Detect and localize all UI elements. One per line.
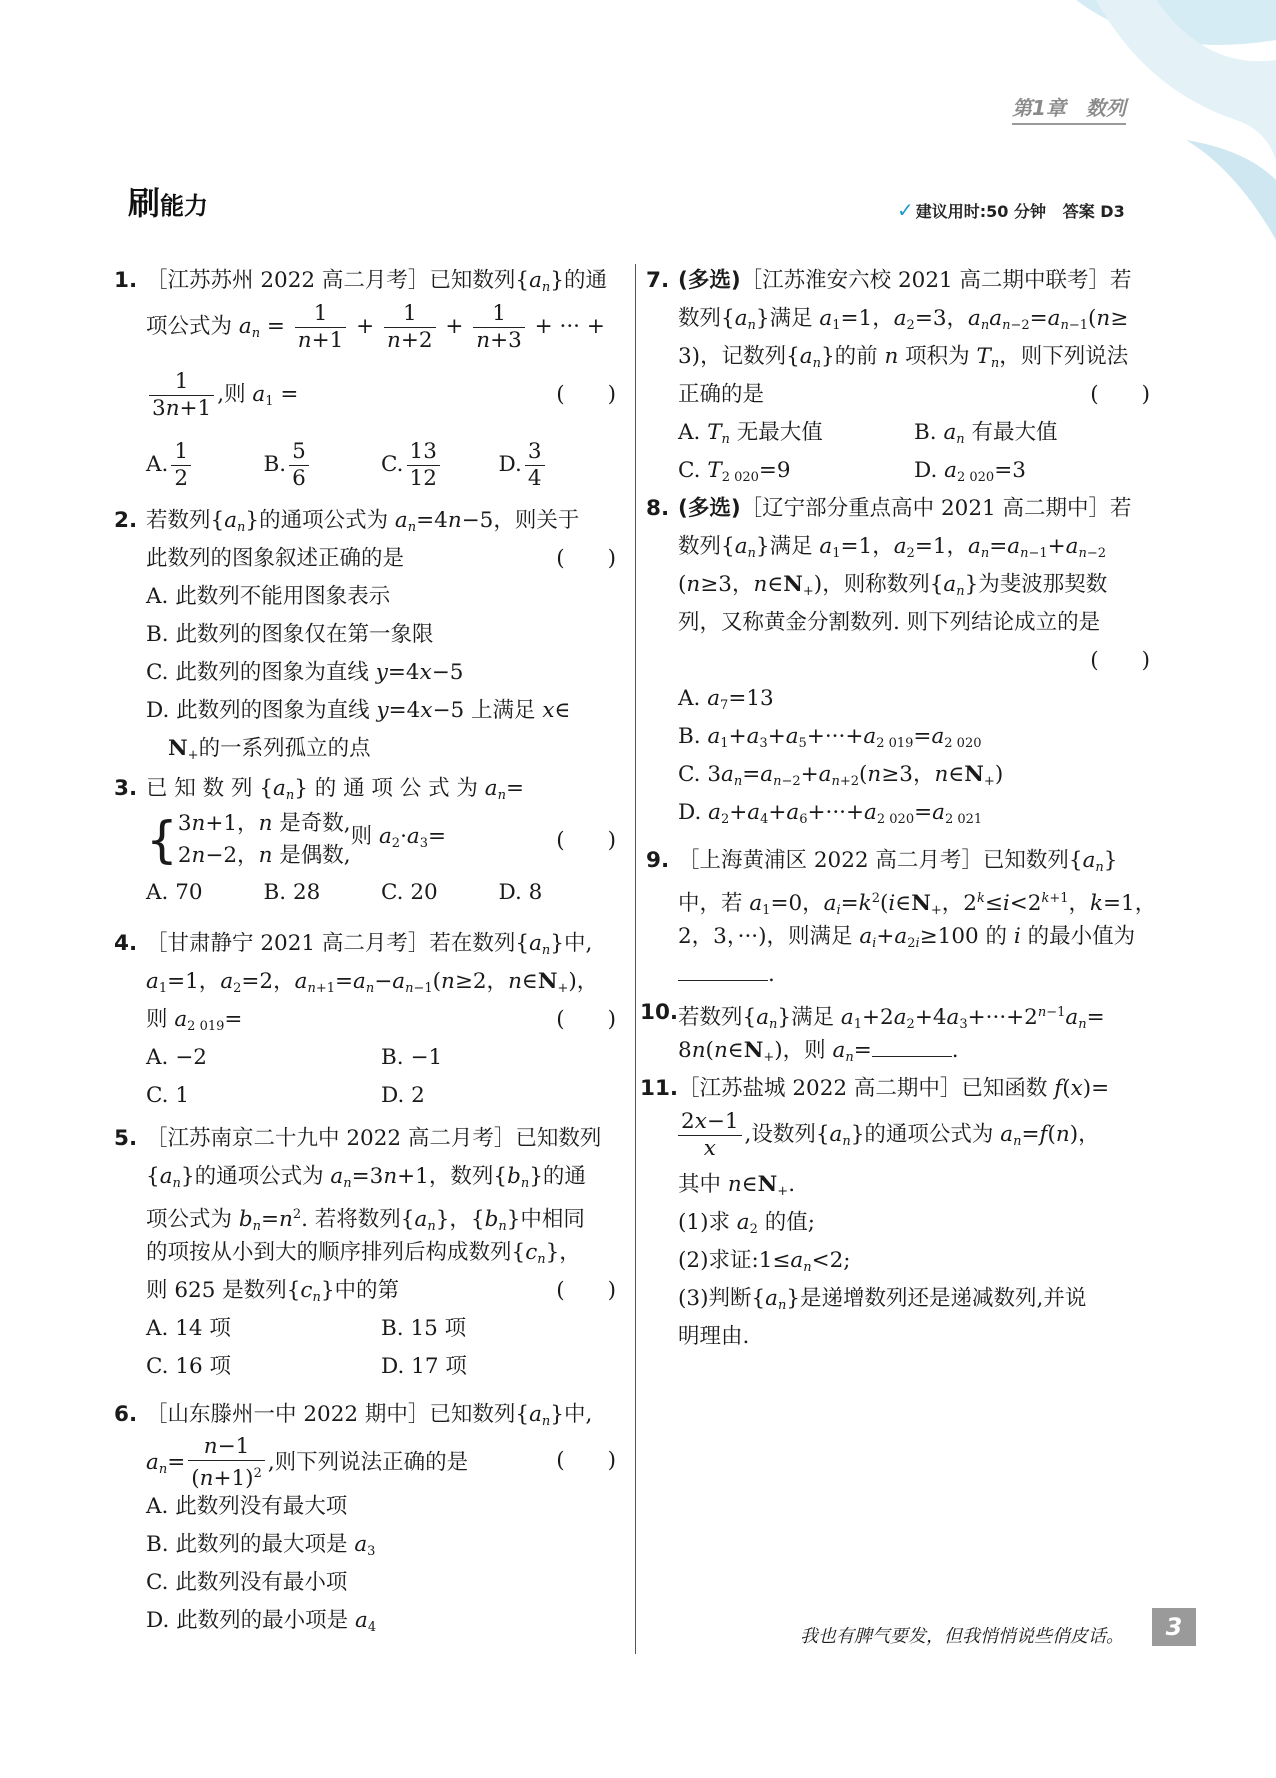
option-a[interactable]: A. 70 — [146, 880, 203, 905]
option-b[interactable]: B. 此数列的图象仅在第一象限 — [146, 622, 434, 647]
question-2: 2. 若数列$\{a_n\}$的通项公式为 $a_n=4n-5$，则关于 此数列的图象叙述正确的是 ( ) A. 此数列不能用图象表示 B. 此数列的图象仅在第一象限 C. 此数列的图象为直线 y=4x−5 D. 此数列的图象为直线 y=4x−5 上满足 x∈ $N_+$的一系列孤立的点 — [146, 502, 616, 768]
meta-info — [897, 198, 1125, 222]
question-number: 11. — [640, 1076, 679, 1101]
option-a[interactable]: A. $\frac{1}{2}$ — [146, 438, 264, 492]
answer-ref: 答案 D3 — [1062, 202, 1125, 221]
question-8: 8. (多选)［辽宁部分重点高中 2021 高二期中］若 数列$\{a_n\}$满足 $a_1=1$，$a_2=1$，$a_n=a_{n-1}+a_{n-2}$ (n≥3，$n\in N_+$)，则称数列$\{a_n\}$为斐波那契数 列，又称黄金分割数列. 则下列结论成立的是 ( ) A. $a_7=13$ B. $a_1+a_3+a_5+\cdot\cdot\cdot+a_{2 019}=a_{2 020}$ C. $3a_n=a_{n-2}+a_{n+2}(n\ge 3$，$n\in N_+$) D. $a_2+a_4+a_6+\cdot\cdot\cdot+a_{2 020}=a_{2 021}$ — [678, 490, 1150, 832]
question-number: 3. — [114, 776, 138, 801]
question-5: 5. ［江苏南京二十九中 2022 高二月考］已知数列 $\{a_n\}$的通项公式为 $a_n=3n+1$，数列$\{b_n\}$的通 项公式为 $b_n=n^2$. 若将数列$\{a_n\}$，$\{b_n\}$中相同 的项按从小到大的顺序排列后构成数列$\{c_n\}$， 则 625 是数列$\{c_n\}$中的第 ( ) A. 14 项 B. 15 项 C. 16 项 D. 17 项 — [146, 1120, 616, 1386]
options — [146, 1039, 616, 1077]
option-c[interactable]: C. $3a_n=a_{n-2}+a_{n+2}(n\ge 3$，$n\in N_+$) — [678, 762, 1004, 789]
options — [146, 438, 616, 492]
option-a[interactable]: A. −2 — [146, 1045, 207, 1070]
option-a[interactable]: A. 14 项 — [146, 1316, 231, 1341]
question-7: 7. (多选)［江苏淮安六校 2021 高二期中联考］若 数列$\{a_n\}$满足 $a_1=1$，$a_2=3$，$a_na_{n-2}=a_{n-1}(n\ge$ 3)，记数列$\{a_n\}$的前 n 项积为 $T_n$，则下列说法 正确的是 ( ) A. $T_n$ 无最大值 B. $a_n$ 有最大值 C. $T_{2 020}=9$ D. $a_{2 020}=3$ — [678, 262, 1150, 490]
option-d[interactable]: D. $a_2+a_4+a_6+\cdot\cdot\cdot+a_{2 020}=a_{2 021}$ — [678, 800, 983, 827]
part-3: (3)判断$\{a_n\}$是递增数列还是递减数列,并说 — [678, 1286, 1087, 1313]
question-number: 9. — [646, 848, 670, 873]
page-number: 3 — [1152, 1608, 1196, 1646]
column-divider — [635, 264, 636, 1654]
option-c[interactable]: C. 此数列没有最小项 — [146, 1570, 348, 1595]
question-number: 10. — [640, 1000, 679, 1025]
question-10: 10. 若数列$\{a_n\}$满足 $a_1+2a_2+4a_3+\cdot\cdot\cdot+2^{n-1}a_n=$ $8n(n\in N_+)$，则 $a_n=$ . — [678, 994, 1150, 1070]
question-11: 11. ［江苏盐城 2022 高二期中］已知函数 f(x)= $\frac{2x-1}{x}$ ,设数列$\{a_n\}$的通项公式为 $a_n=f(n)$， 其中 $n\in N_+$. (1)求 $a_2$ 的值; (2)求证$:1\le a_n<2$; (3)判断$\{a_n\}$是递增数列还是递减数列,并说 明理由. — [678, 1070, 1150, 1356]
part-1: (1)求 $a_2$ 的值; — [678, 1210, 815, 1237]
option-b[interactable]: B. $\frac{5}{6}$ — [264, 438, 382, 492]
option-d[interactable]: D. 此数列的图象为直线 y=4x−5 上满足 x∈ — [146, 698, 571, 723]
question-number: 2. — [114, 508, 138, 533]
section-title-main: 刷 — [128, 184, 161, 222]
option-c[interactable]: C. 此数列的图象为直线 y=4x−5 — [146, 660, 464, 685]
section-title-rest: 能力 — [160, 192, 209, 220]
check-icon: ✓ — [897, 198, 914, 222]
options — [678, 414, 1150, 452]
option-b[interactable]: B. $a_1+a_3+a_5+\cdot\cdot\cdot+a_{2 019}=a_{2 020}$ — [678, 724, 982, 751]
option-b[interactable]: B. 15 项 — [381, 1316, 467, 1341]
option-b[interactable]: B. 28 — [263, 880, 321, 905]
option-c[interactable]: C. $\frac{13}{12}$ — [381, 438, 499, 492]
suggested-time: 建议用时:50 分钟 — [915, 202, 1047, 221]
options — [146, 1310, 616, 1348]
option-c[interactable]: C. $T_{2 020}=9$ — [678, 458, 791, 485]
question-6: 6. ［山东滕州一中 2022 期中］已知数列$\{a_n\}$中, $a_n=$ $\frac{n-1}{(n+1)^2}$ ,则下列说法正确的是 ( ) A. 此数列没有最大项 B. 此数列的最大项是 $a_3$ C. 此数列没有最小项 D. 此数列的最小项是 $a_4$ — [146, 1396, 616, 1640]
question-number: 4. — [114, 931, 138, 956]
option-a[interactable]: A. $a_7=13$ — [678, 686, 774, 713]
part-2: (2)求证$:1\le a_n<2$; — [678, 1248, 851, 1275]
question-4: 4. ［甘肃静宁 2021 高二月考］若在数列$\{a_n\}$中, $a_1=1$，$a_2=2$，$a_{n+1}=a_n-a_{n-1}(n\ge 2$，$n\in N_+$)， 则 $a_{2 019}=$ ( ) A. −2 B. −1 C. 1 D. 2 — [146, 925, 616, 1115]
question-number: 7. — [646, 268, 670, 293]
option-d[interactable]: D. $\frac{3}{4}$ — [499, 438, 617, 492]
option-a[interactable]: A. 此数列不能用图象表示 — [146, 584, 391, 609]
option-b[interactable]: B. −1 — [381, 1045, 443, 1070]
question-9: 9. ［上海黄浦区 2022 高二月考］已知数列$\{a_n\}$ 中，若 $a_1=0$，$a_i=k^2(i\in N_+$，$2^k\le i<2^{k+1}$，k=1， 2，3，···)，则满足 $a_i+a_{2i}\ge 100$ 的 i 的最小值为 . — [678, 842, 1150, 994]
option-c[interactable]: C. 1 — [146, 1083, 190, 1108]
option-b[interactable]: B. 此数列的最大项是 $a_3$ — [146, 1532, 376, 1559]
question-number: 1. — [114, 268, 138, 293]
option-b[interactable]: B. $a_n$ 有最大值 — [914, 420, 1058, 447]
option-d[interactable]: D. 此数列的最小项是 $a_4$ — [146, 1608, 377, 1635]
footer-slogan: 我也有脾气要发，但我悄悄说些俏皮话。 — [800, 1626, 1124, 1647]
option-a[interactable]: A. $T_n$ 无最大值 — [678, 420, 823, 447]
question-number: 8. — [646, 496, 670, 521]
answer-blank[interactable] — [872, 1034, 952, 1057]
option-c[interactable]: C. 20 — [381, 880, 438, 905]
option-d[interactable]: D. 2 — [381, 1083, 425, 1108]
section-title — [128, 178, 208, 224]
question-3: 3. 已 知 数 列 $\{a_n\}$ 的 通 项 公 式 为 $a_n=$ { 3n+1，n 是奇数, 2n−2，n 是偶数, 则 $a_2\cdot a_3=$ ( ) A. 70 B. 28 C. 20 D. 8 — [146, 770, 616, 912]
option-a[interactable]: A. 此数列没有最大项 — [146, 1494, 348, 1519]
chapter-header: 第1章 数列 — [1012, 92, 1126, 125]
option-d[interactable]: D. $a_{2 020}=3$ — [914, 458, 1026, 485]
question-1: 1. ［江苏苏州 2022 高二月考］已知数列$\{a_n\}$的通 项公式为 $a_n$ = $\frac{1}{n+1}$ + $\frac{1}{n+2}$ + $\frac{1}{n+3}$ + ··· + $\frac{1}{3n+1}$ ,则 $a_1$ = ( ) A. $\frac{1}{2}$ B. $\frac{5}{6}$ C. $\frac{13}{12}$ D. $\frac{3}{4}$ — [146, 262, 616, 492]
option-c[interactable]: C. 16 项 — [146, 1354, 232, 1379]
question-number: 5. — [114, 1126, 138, 1151]
option-d[interactable]: D. 17 项 — [381, 1354, 467, 1379]
answer-blank[interactable]: . — [678, 956, 1150, 994]
option-d[interactable]: D. 8 — [498, 880, 543, 905]
question-number: 6. — [114, 1402, 138, 1427]
options — [146, 874, 616, 912]
